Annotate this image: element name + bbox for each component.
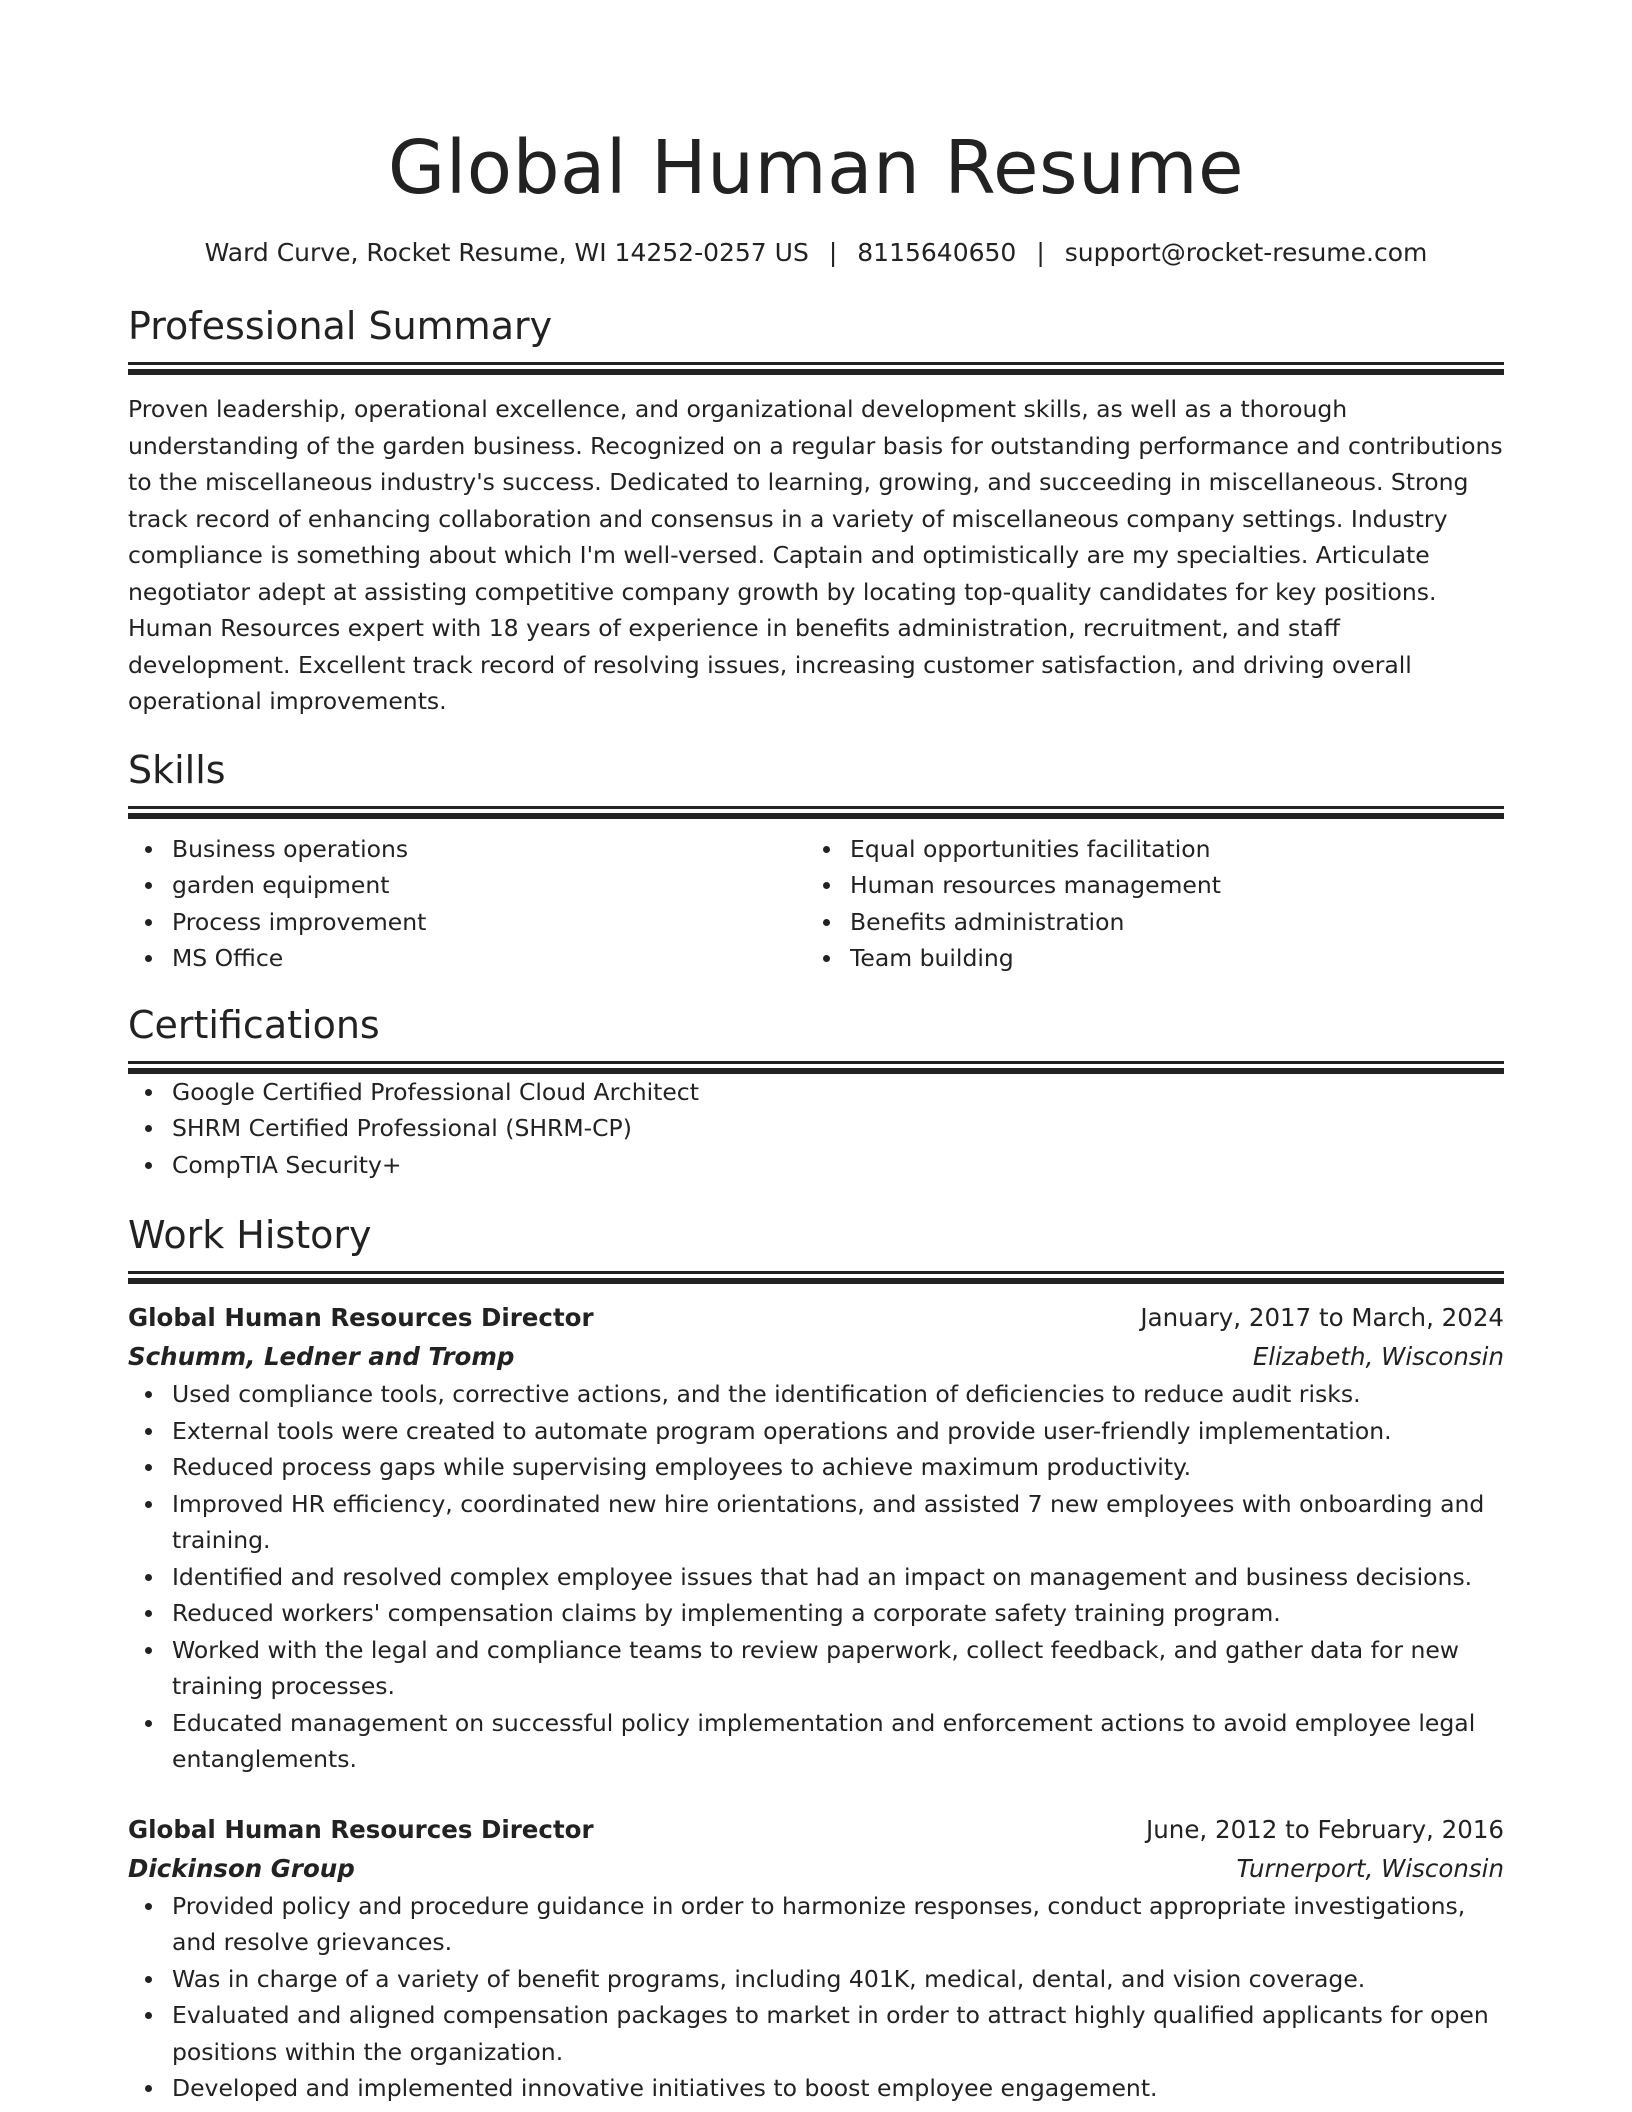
job-bullet: Developed and implemented innovative initiatives to boost employee engagement.: [172, 2070, 1504, 2107]
resume-name: Global Human Resume: [387, 125, 1245, 211]
skills-list-right: [806, 831, 1484, 977]
skill-item: garden equipment: [172, 867, 806, 904]
skills-column-right: [806, 831, 1484, 977]
section-divider: [128, 1271, 1504, 1284]
job-header-row: [128, 1298, 1504, 1337]
skill-item: Benefits administration: [850, 904, 1484, 941]
job-bullet: Provided policy and procedure guidance in order to harmonize responses, conduct appropriate investigations, and resolve grievances.: [172, 1888, 1504, 1961]
job-location: Turnerport, Wisconsin: [1236, 1853, 1504, 1883]
skills-list-left: [128, 831, 806, 977]
job-bullets: [128, 1888, 1504, 2107]
summary-heading: Professional Summary: [128, 304, 553, 348]
job-bullet: Educated management on successful policy implementation and enforcement actions to avoid employee legal entanglements.: [172, 1705, 1504, 1778]
skill-item: Process improvement: [172, 904, 806, 941]
contact-address: Ward Curve, Rocket Resume, WI 14252-0257 US: [204, 238, 809, 267]
job-entry: [128, 1298, 1504, 1778]
skill-item: Human resources management: [850, 867, 1484, 904]
job-bullet: Was in charge of a variety of benefit programs, including 401K, medical, dental, and vision coverage.: [172, 1961, 1504, 1998]
job-bullet: Improved HR efficiency, coordinated new hire orientations, and assisted 7 new employees with onboarding and training.: [172, 1486, 1504, 1559]
job-bullet: External tools were created to automate program operations and provide user-friendly implementation.: [172, 1413, 1504, 1450]
job-bullet: Worked with the legal and compliance teams to review paperwork, collect feedback, and gather data for new training processes.: [172, 1632, 1504, 1705]
certifications-list: [128, 1074, 1504, 1184]
job-title: Global Human Resources Director: [128, 1814, 594, 1844]
certification-item: CompTIA Security+: [172, 1147, 1504, 1184]
contact-separator: |: [828, 238, 838, 267]
skills-heading: Skills: [128, 747, 226, 792]
job-bullet: Evaluated and aligned compensation packages to market in order to attract highly qualified applicants for open positions within the organization.: [172, 1997, 1504, 2070]
skill-item: Equal opportunities facilitation: [850, 831, 1484, 868]
contact-separator: |: [1036, 238, 1045, 267]
job-bullet: Used compliance tools, corrective actions, and the identification of deficiencies to reduce audit risks.: [172, 1376, 1504, 1413]
certification-item: SHRM Certified Professional (SHRM-CP): [172, 1110, 1504, 1147]
job-bullet: Identified and resolved complex employee issues that had an impact on management and business decisions.: [172, 1559, 1504, 1596]
section-divider: [128, 1061, 1504, 1074]
certification-item: Google Certified Professional Cloud Architect: [172, 1074, 1504, 1111]
skill-item: Team building: [850, 940, 1484, 977]
job-company-row: [128, 1337, 1504, 1376]
job-dates: June, 2012 to February, 2016: [1146, 1814, 1504, 1844]
contact-phone: 8115640650: [857, 238, 1017, 267]
contact-line: [128, 236, 1504, 270]
section-divider: [128, 806, 1504, 819]
job-company: Schumm, Ledner and Tromp: [128, 1342, 515, 1371]
certifications-heading: Certifications: [128, 1002, 380, 1047]
job-company: Dickinson Group: [128, 1853, 355, 1883]
job-company-row: [128, 1849, 1504, 1888]
job-bullets: [128, 1376, 1504, 1778]
skills-grid: [128, 831, 1504, 977]
summary-text: Proven leadership, operational excellence, and organizational development skills, as well as a thorough understanding of the garden business. Recognized on a regular basis for outstanding performance and contributions to the miscellaneous industry's success. Dedicated to learning, growing, and succeeding in miscellaneous. Strong track record of enhancing collaboration and consensus in a variety of miscellaneous company settings. Industry compliance is something about which I'm well-versed. Captain and optimistically are my specialties. Articulate negotiator adept at assisting competitive company growth by locating top-quality candidates for key positions. Human Resources expert with 18 years of experience in benefits administration, recruitment, and staff development. Excellent track record of resolving issues, increasing customer satisfaction, and driving overall operational improvements.: [128, 395, 1503, 715]
skill-item: MS Office: [172, 940, 806, 977]
job-bullet: Reduced process gaps while supervising employees to achieve maximum productivity.: [172, 1449, 1504, 1486]
job-dates: January, 2017 to March, 2024: [1140, 1303, 1504, 1332]
contact-email: support@rocket-resume.com: [1064, 238, 1428, 267]
job-bullet: Reduced workers' compensation claims by implementing a corporate safety training program.: [172, 1595, 1504, 1632]
work-history-heading: Work History: [128, 1213, 372, 1257]
job-title: Global Human Resources Director: [128, 1303, 594, 1332]
job-header-row: [128, 1810, 1504, 1849]
resume-page: [128, 0, 1504, 2107]
skills-column-left: [128, 831, 806, 977]
skill-item: Business operations: [172, 831, 806, 868]
job-location: Elizabeth, Wisconsin: [1252, 1342, 1504, 1371]
section-divider: [128, 362, 1504, 375]
job-entry: [128, 1810, 1504, 2107]
